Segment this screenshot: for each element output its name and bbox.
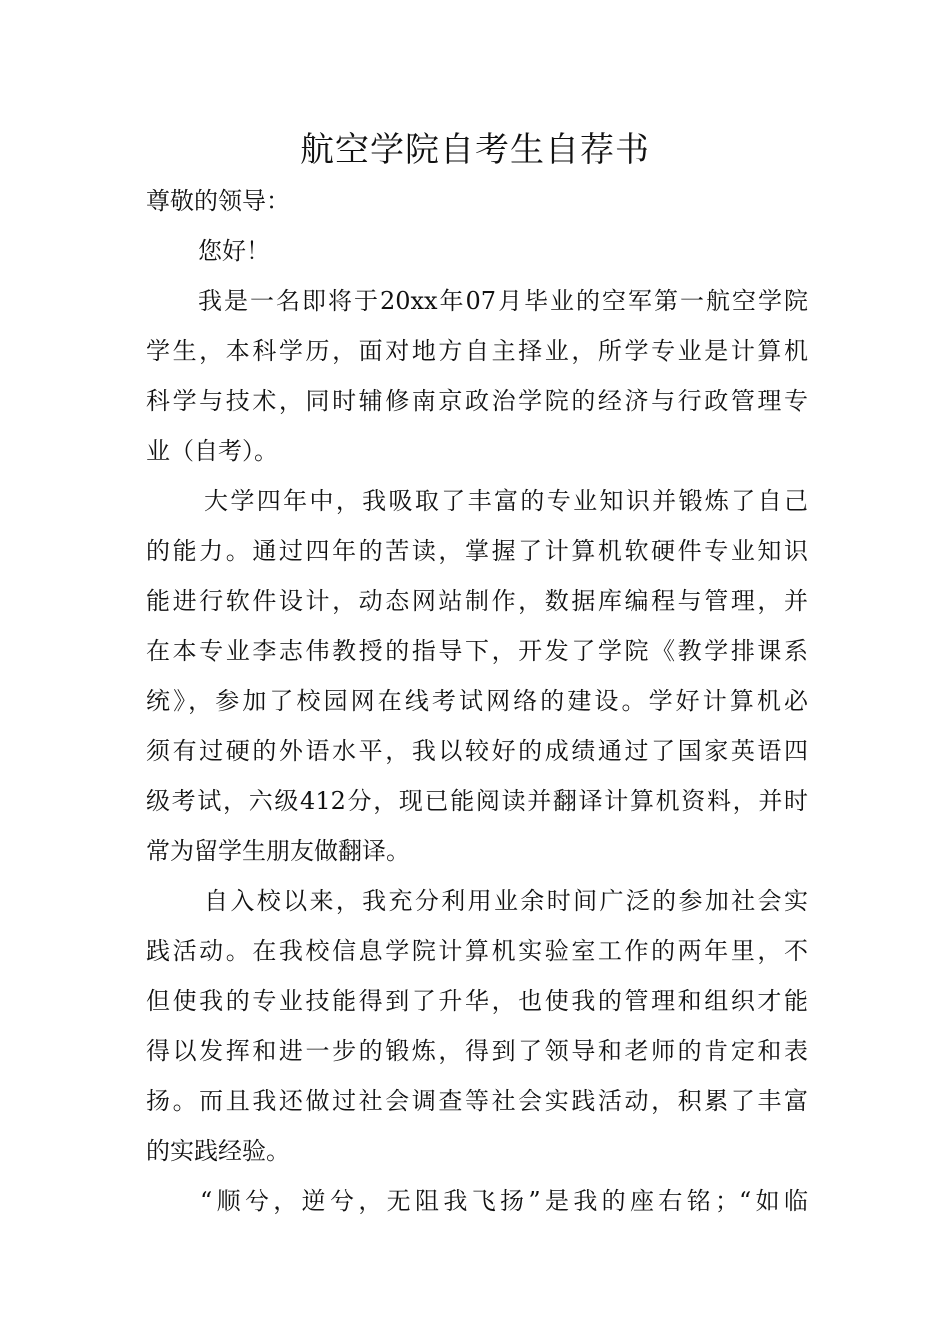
salutation-line: 尊敬的领导：	[146, 187, 290, 215]
paragraph-line: 但使我的专业技能得到了升华，也使我的管理和组织才能	[146, 987, 808, 1015]
paragraph-line: 扬。而且我还做过社会调查等社会实践活动，积累了丰富	[146, 1087, 808, 1115]
paragraph-line: 统》，参加了校园网在线考试网络的建设。学好计算机必	[146, 687, 808, 715]
paragraph-line: “顺兮，逆兮，无阻我飞扬”是我的座右铭；“如临	[200, 1187, 808, 1215]
paragraph-line: 常为留学生朋友做翻译。	[146, 837, 410, 865]
paragraph-line: 践活动。在我校信息学院计算机实验室工作的两年里，不	[146, 937, 808, 965]
paragraph-line: 在本专业李志伟教授的指导下，开发了学院《教学排课系	[146, 637, 808, 665]
paragraph-line: 科学与技术，同时辅修南京政治学院的经济与行政管理专	[146, 387, 808, 415]
paragraph-line: 自入校以来，我充分利用业余时间广泛的参加社会实	[204, 887, 808, 915]
paragraph-line: 业（自考）。	[146, 437, 278, 465]
paragraph-line: 学生，本科学历，面对地方自主择业，所学专业是计算机	[146, 337, 808, 365]
paragraph-line: 我是一名即将于20xx年07月毕业的空军第一航空学院	[198, 287, 808, 315]
paragraph-line: 的实践经验。	[146, 1137, 290, 1165]
paragraph-line: 能进行软件设计，动态网站制作，数据库编程与管理，并	[146, 587, 808, 615]
paragraph-line: 须有过硬的外语水平，我以较好的成绩通过了国家英语四	[146, 737, 808, 765]
paragraph-line: 的能力。通过四年的苦读，掌握了计算机软硬件专业知识	[146, 537, 808, 565]
document-body	[146, 176, 808, 1226]
greeting-line: 您好！	[198, 237, 270, 265]
paragraph-line: 大学四年中，我吸取了丰富的专业知识并锻炼了自己	[204, 487, 808, 515]
paragraph-line: 得以发挥和进一步的锻炼，得到了领导和老师的肯定和表	[146, 1037, 808, 1065]
paragraph-line: 级考试，六级412分，现已能阅读并翻译计算机资料，并时	[146, 787, 808, 815]
document-title: 航空学院自考生自荐书	[300, 130, 650, 170]
